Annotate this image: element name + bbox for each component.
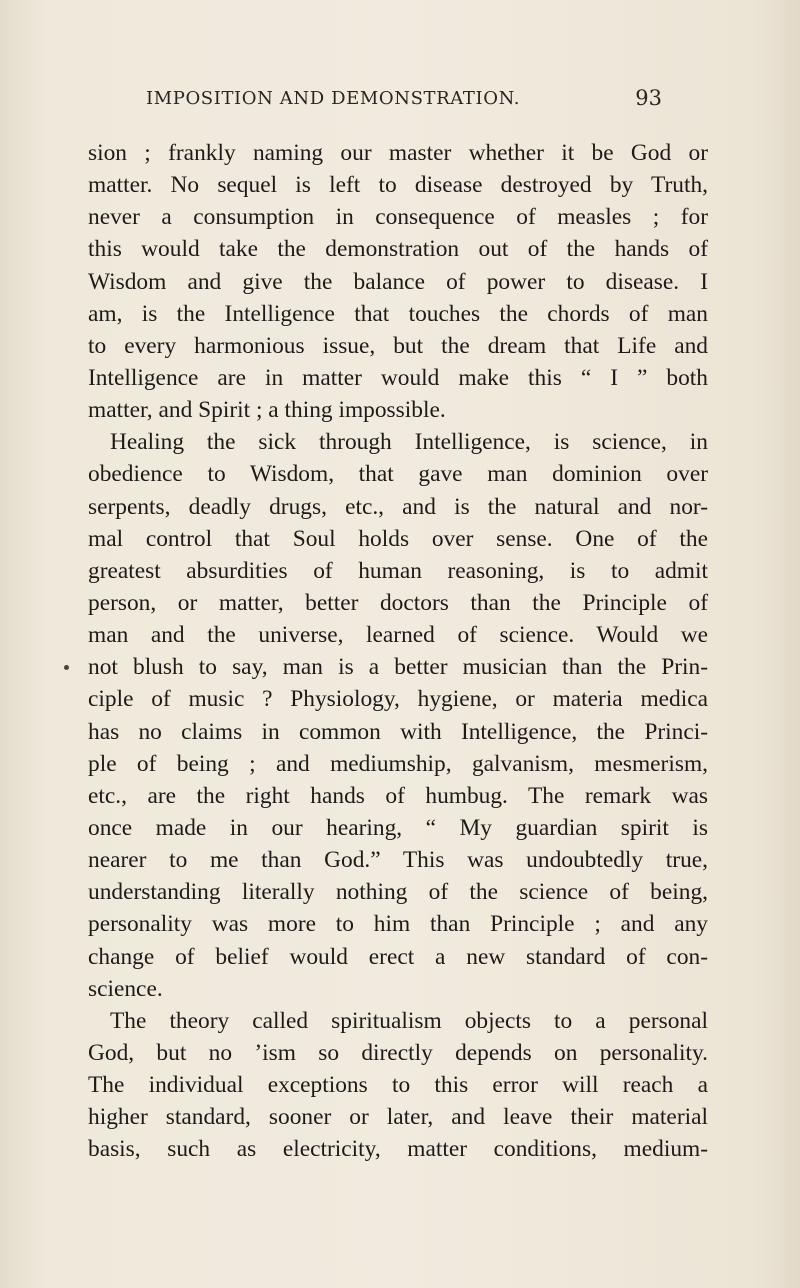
text-line: to every harmonious issue, but the dream that Life and (88, 332, 708, 359)
text-line: change of belief would erect a new standard of con- (88, 943, 708, 970)
text-line: ciple of music ? Physiology, hygiene, or materia medica (88, 686, 708, 713)
text-line: serpents, deadly drugs, etc., and is the natural and nor- (88, 493, 708, 520)
text-line: never a consumption in consequence of measles ; for (88, 204, 708, 231)
text-line: Wisdom and give the balance of power to disease. I (88, 268, 708, 295)
page-header (146, 88, 662, 118)
margin-mark (64, 665, 69, 670)
text-line: The theory called spiritualism objects to a personal (110, 1007, 708, 1034)
text-line: greatest absurdities of human reasoning, is to admit (88, 557, 708, 584)
text-line: etc., are the right hands of humbug. The remark was (88, 782, 708, 809)
text-line: matter. No sequel is left to disease destroyed by Truth, (88, 172, 708, 199)
text-line: not blush to say, man is a better musician than the Prin- (88, 654, 708, 681)
text-line: this would take the demonstration out of the hands of (88, 236, 708, 263)
text-line: person, or matter, better doctors than the Principle of (88, 589, 708, 616)
text-line: nearer to me than God.” This was undoubtedly true, (88, 847, 708, 874)
text-line: personality was more to him than Principle ; and any (88, 911, 708, 938)
text-line: am, is the Intelligence that touches the chords of man (88, 300, 708, 327)
text-line: Healing the sick through Intelligence, is science, in (110, 429, 708, 456)
text-line: The individual exceptions to this error will reach a (88, 1072, 708, 1099)
text-line: obedience to Wisdom, that gave man dominion over (88, 461, 708, 488)
text-line: basis, such as electricity, matter conditions, medium- (88, 1136, 708, 1163)
text-line: sion ; frankly naming our master whether it be God or (88, 140, 708, 166)
text-line: man and the universe, learned of science. Would we (88, 622, 708, 649)
running-head: IMPOSITION AND DEMONSTRATION. (146, 88, 521, 109)
text-line: mal control that Soul holds over sense. One of the (88, 525, 708, 552)
body-text (88, 137, 708, 1166)
text-line: has no claims in common with Intelligence, the Princi- (88, 718, 708, 745)
text-line: science. (88, 975, 163, 1002)
text-line: once made in our hearing, “ My guardian spirit is (88, 814, 708, 841)
text-line: higher standard, sooner or later, and leave their material (88, 1104, 708, 1131)
text-line: matter, and Spirit ; a thing impossible. (88, 397, 446, 424)
text-line: God, but no ’ism so directly depends on personality. (88, 1039, 708, 1066)
text-line: ple of being ; and mediumship, galvanism, mesmerism, (88, 750, 708, 777)
text-line: Intelligence are in matter would make this “ I ” both (88, 364, 708, 391)
page-number: 93 (635, 86, 662, 110)
text-line: understanding literally nothing of the science of being, (88, 879, 708, 906)
